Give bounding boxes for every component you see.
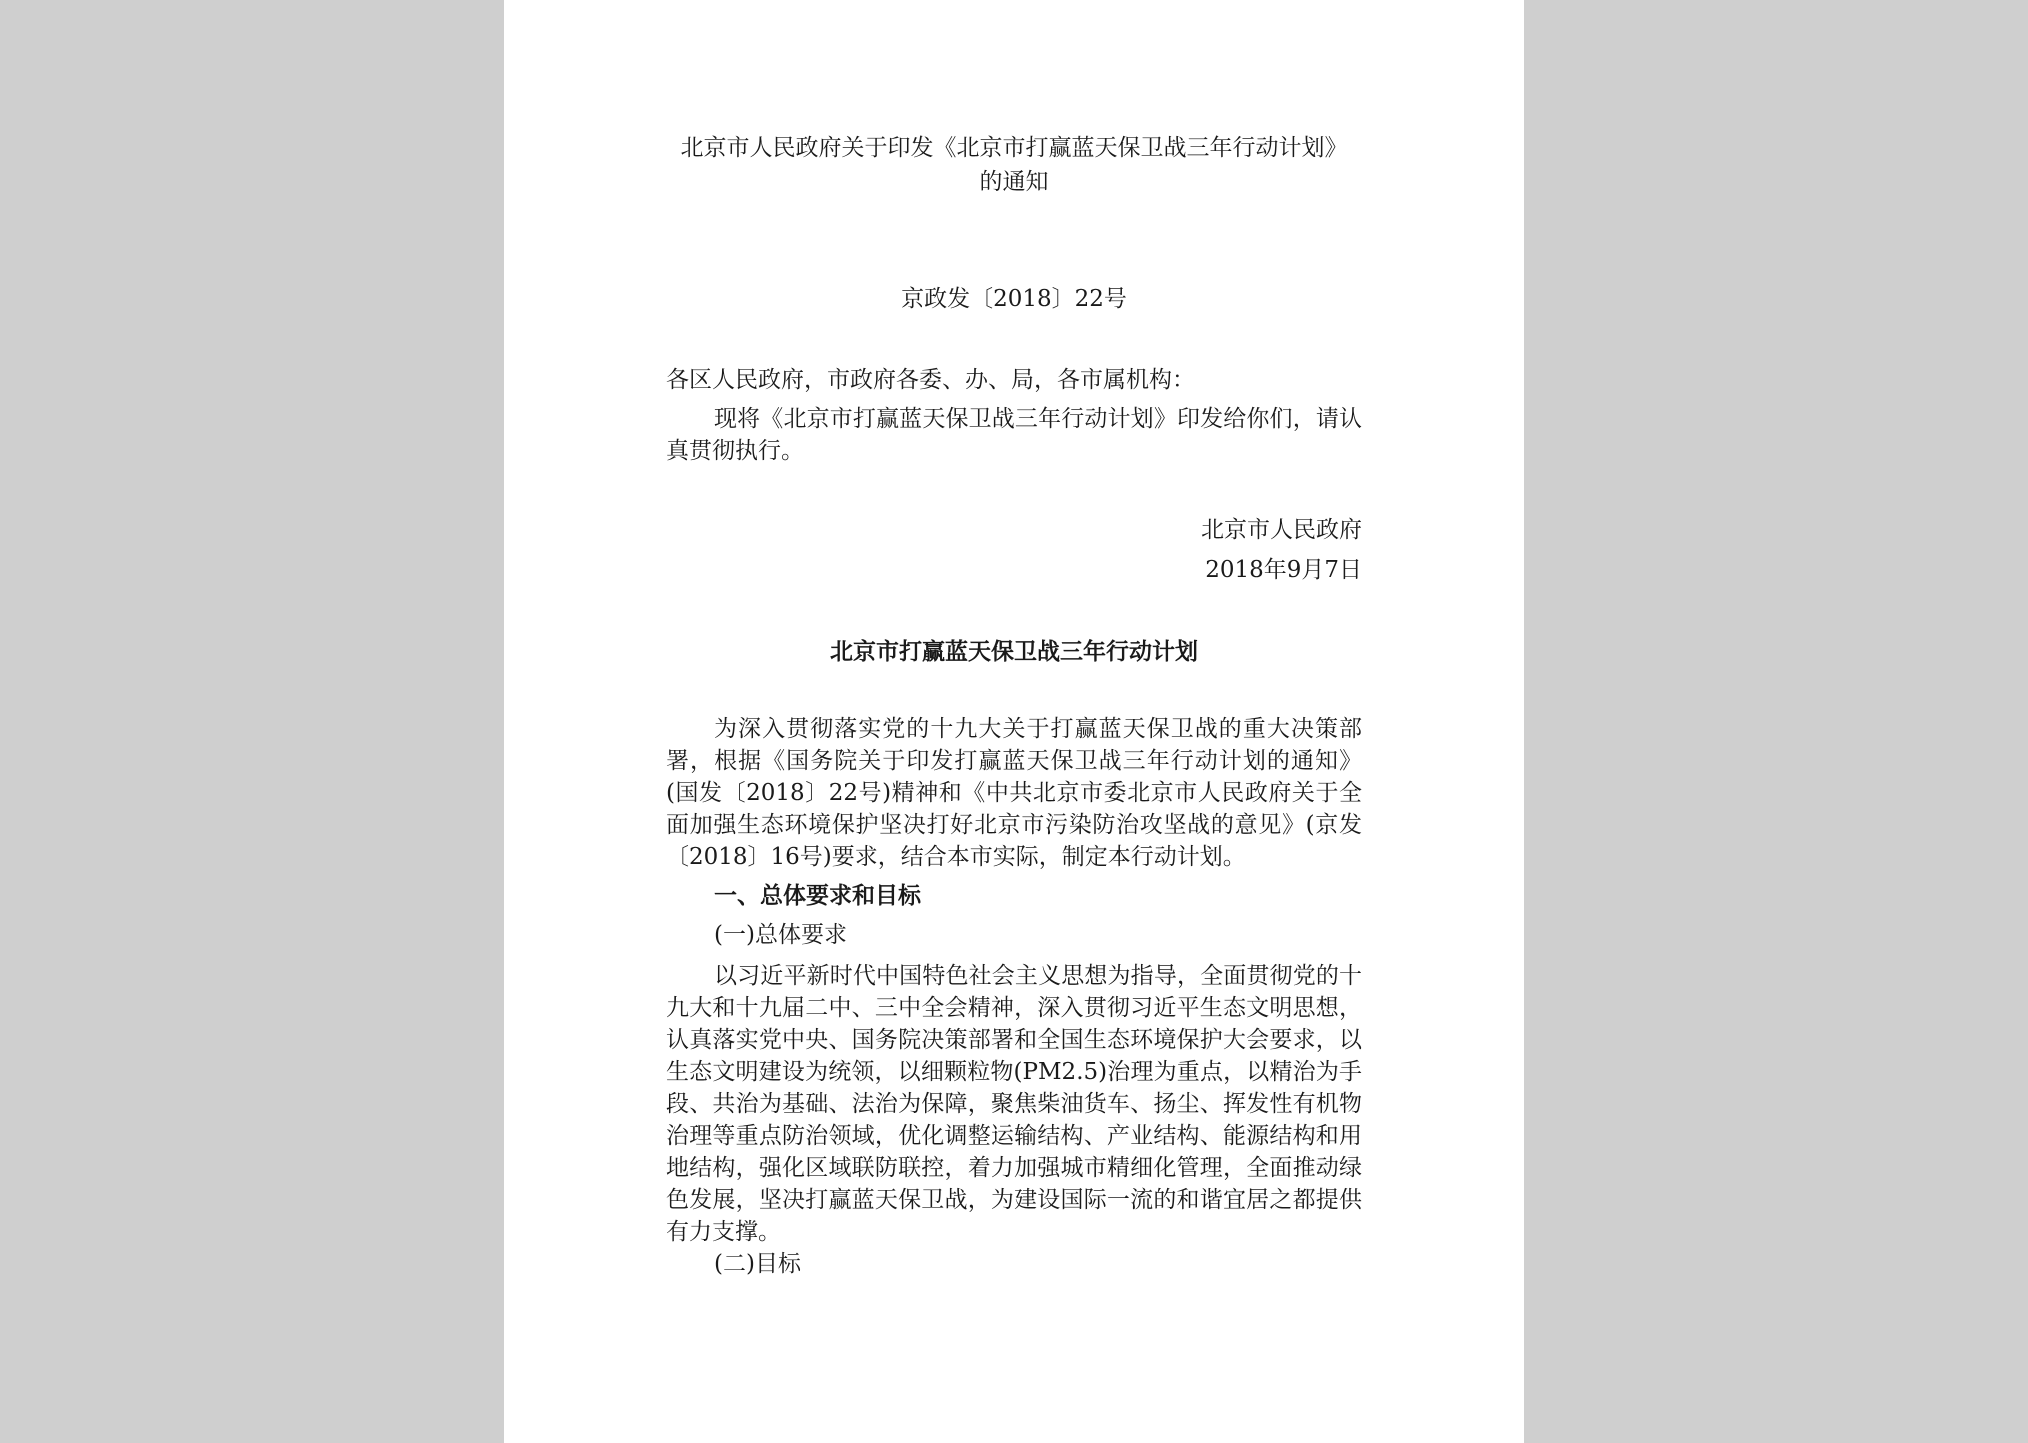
plan-title: 北京市打赢蓝天保卫战三年行动计划 <box>830 638 1198 665</box>
addressee: 各区人民政府，市政府各委、办、局，各市属机构： <box>666 367 1195 393</box>
signature-date: 2018年9月7日 <box>1205 557 1362 583</box>
plan-intro-paragraph: 为深入贯彻落实党的十九大关于打赢蓝天保卫战的重大决策部署，根据《国务院关于印发打赢蓝天保卫战三年行动计划的通知》(国发〔2018〕22号)精神和《中共北京市委北京市人民政府关于全面加强生态环境保护坚决打好北京市污染防治攻坚战的意见》(京发〔2018〕16号)要求，结合本市实际，制定本行动计划。 <box>666 716 1362 870</box>
notice-title <box>666 131 1362 199</box>
document-page <box>504 0 1524 1443</box>
signature-organization: 北京市人民政府 <box>1201 517 1362 543</box>
subsection-heading-general-requirements: (一)总体要求 <box>714 922 847 948</box>
document-number: 京政发〔2018〕22号 <box>901 286 1127 312</box>
general-requirements-paragraph: 以习近平新时代中国特色社会主义思想为指导，全面贯彻党的十九大和十九届二中、三中全会精神，深入贯彻习近平生态文明思想，认真落实党中央、国务院决策部署和全国生态环境保护大会要求，以生态文明建设为统领，以细颗粒物(PM2.5)治理为重点，以精治为手段、共治为基础、法治为保障，聚焦柴油货车、扬尘、挥发性有机物治理等重点防治领域，优化调整运输结构、产业结构、能源结构和用地结构，强化区域联防联控，着力加强城市精细化管理，全面推动绿色发展，坚决打赢蓝天保卫战，为建设国际一流的和谐宜居之都提供有力支撑。 <box>666 963 1362 1245</box>
section-heading-1: 一、总体要求和目标 <box>714 882 921 909</box>
notice-title-line-2: 的通知 <box>979 169 1049 195</box>
subsection-heading-goals: (二)目标 <box>714 1251 801 1277</box>
notice-title-line-1: 北京市人民政府关于印发《北京市打赢蓝天保卫战三年行动计划》 <box>680 135 1348 161</box>
document-content <box>666 0 1362 1443</box>
notice-body: 现将《北京市打赢蓝天保卫战三年行动计划》印发给你们，请认真贯彻执行。 <box>666 406 1362 464</box>
